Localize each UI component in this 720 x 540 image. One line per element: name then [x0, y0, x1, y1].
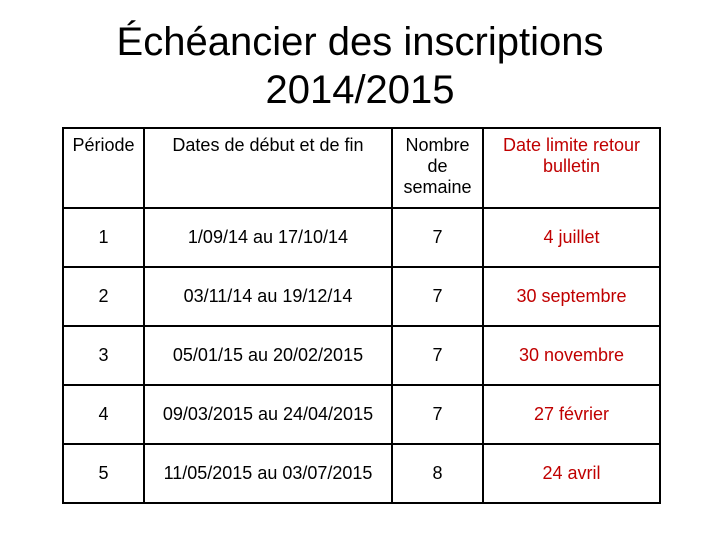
title-line-1: Échéancier des inscriptions — [116, 20, 604, 64]
cell-limite: 27 février — [483, 385, 660, 444]
header-dates: Dates de début et de fin — [144, 128, 392, 208]
header-nombre: Nombre de semaine — [392, 128, 483, 208]
page-title — [0, 18, 720, 114]
cell-nombre: 8 — [392, 444, 483, 503]
header-limite: Date limite retour bulletin — [483, 128, 660, 208]
cell-nombre: 7 — [392, 385, 483, 444]
cell-limite: 30 septembre — [483, 267, 660, 326]
cell-dates: 11/05/2015 au 03/07/2015 — [144, 444, 392, 503]
header-periode: Période — [63, 128, 144, 208]
cell-periode: 4 — [63, 385, 144, 444]
table-row — [63, 208, 660, 267]
cell-periode: 5 — [63, 444, 144, 503]
cell-dates: 09/03/2015 au 24/04/2015 — [144, 385, 392, 444]
schedule-table — [62, 127, 661, 504]
cell-periode: 3 — [63, 326, 144, 385]
cell-limite: 30 novembre — [483, 326, 660, 385]
table-row — [63, 385, 660, 444]
cell-limite: 4 juillet — [483, 208, 660, 267]
table-row — [63, 267, 660, 326]
cell-limite: 24 avril — [483, 444, 660, 503]
cell-dates: 05/01/15 au 20/02/2015 — [144, 326, 392, 385]
cell-periode: 2 — [63, 267, 144, 326]
cell-periode: 1 — [63, 208, 144, 267]
table-header-row — [63, 128, 660, 208]
table-row — [63, 326, 660, 385]
cell-nombre: 7 — [392, 267, 483, 326]
table-row — [63, 444, 660, 503]
cell-dates: 1/09/14 au 17/10/14 — [144, 208, 392, 267]
cell-nombre: 7 — [392, 208, 483, 267]
cell-dates: 03/11/14 au 19/12/14 — [144, 267, 392, 326]
title-line-2: 2014/2015 — [265, 68, 455, 112]
cell-nombre: 7 — [392, 326, 483, 385]
